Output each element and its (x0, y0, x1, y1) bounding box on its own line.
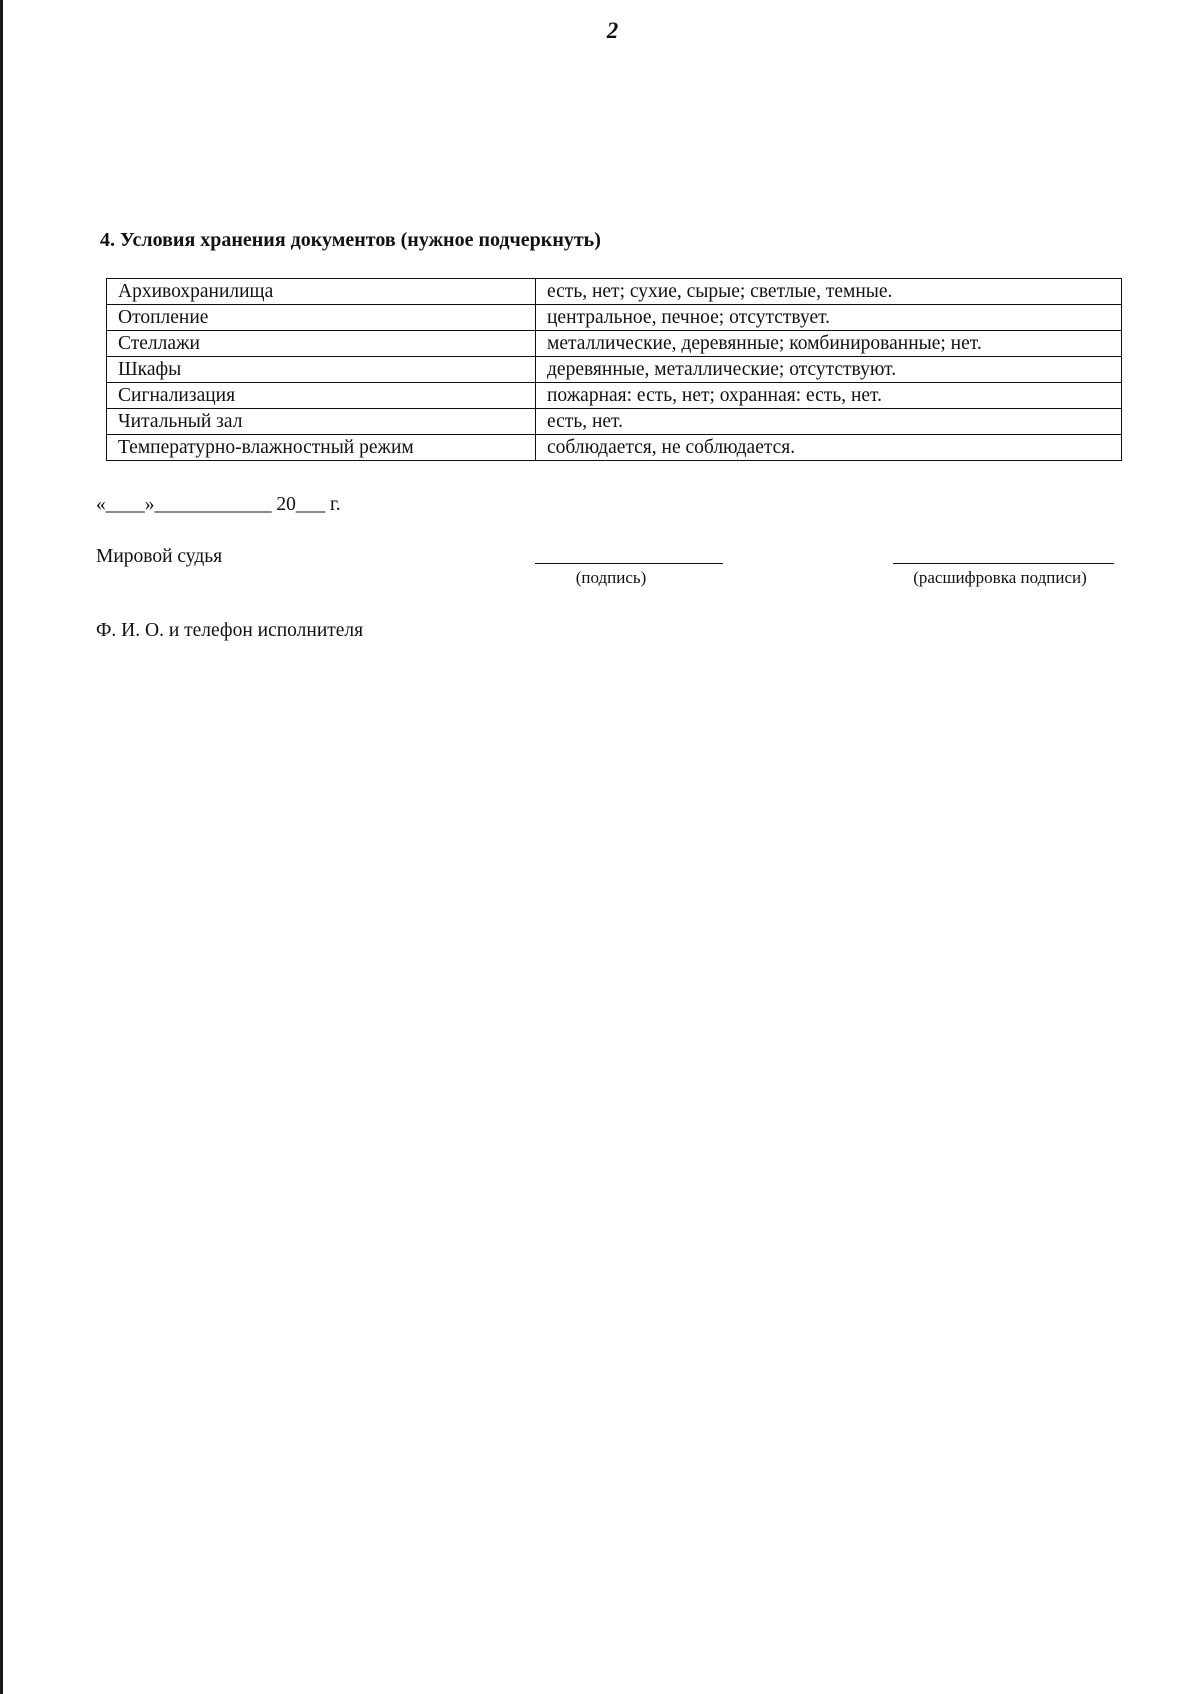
table-row (107, 305, 1122, 331)
executor-label: Ф. И. О. и телефон исполнителя (96, 620, 364, 641)
row-label: Отопление (107, 305, 536, 331)
section-title: 4. Условия хранения документов (нужное подчеркнуть) (100, 229, 601, 251)
table-row (107, 279, 1122, 305)
page-number: 2 (606, 18, 619, 43)
storage-conditions-table (106, 278, 1122, 461)
table-row (107, 409, 1122, 435)
signature-decoding-line (893, 563, 1114, 564)
row-options: деревянные, металлические; отсутствуют. (536, 357, 1122, 383)
row-options: соблюдается, не соблюдается. (536, 435, 1122, 461)
row-label: Читальный зал (107, 409, 536, 435)
row-options: пожарная: есть, нет; охранная: есть, нет. (536, 383, 1122, 409)
row-options: металлические, деревянные; комбинированные; нет. (536, 331, 1122, 357)
row-label: Шкафы (107, 357, 536, 383)
row-label: Архивохранилища (107, 279, 536, 305)
row-label: Сигнализация (107, 383, 536, 409)
row-options: центральное, печное; отсутствует. (536, 305, 1122, 331)
signature-decoding-caption: (расшифровка подписи) (913, 568, 1087, 587)
signature-line (535, 563, 723, 564)
table-row (107, 357, 1122, 383)
table-row (107, 435, 1122, 461)
scan-left-edge (0, 0, 3, 1694)
signature-caption: (подпись) (575, 568, 647, 587)
row-options: есть, нет; сухие, сырые; светлые, темные. (536, 279, 1122, 305)
table-row (107, 383, 1122, 409)
date-line: «____»____________ 20___ г. (96, 494, 341, 515)
table-row (107, 331, 1122, 357)
row-label: Стеллажи (107, 331, 536, 357)
judge-label: Мировой судья (96, 546, 223, 567)
row-options: есть, нет. (536, 409, 1122, 435)
row-label: Температурно-влажностный режим (107, 435, 536, 461)
